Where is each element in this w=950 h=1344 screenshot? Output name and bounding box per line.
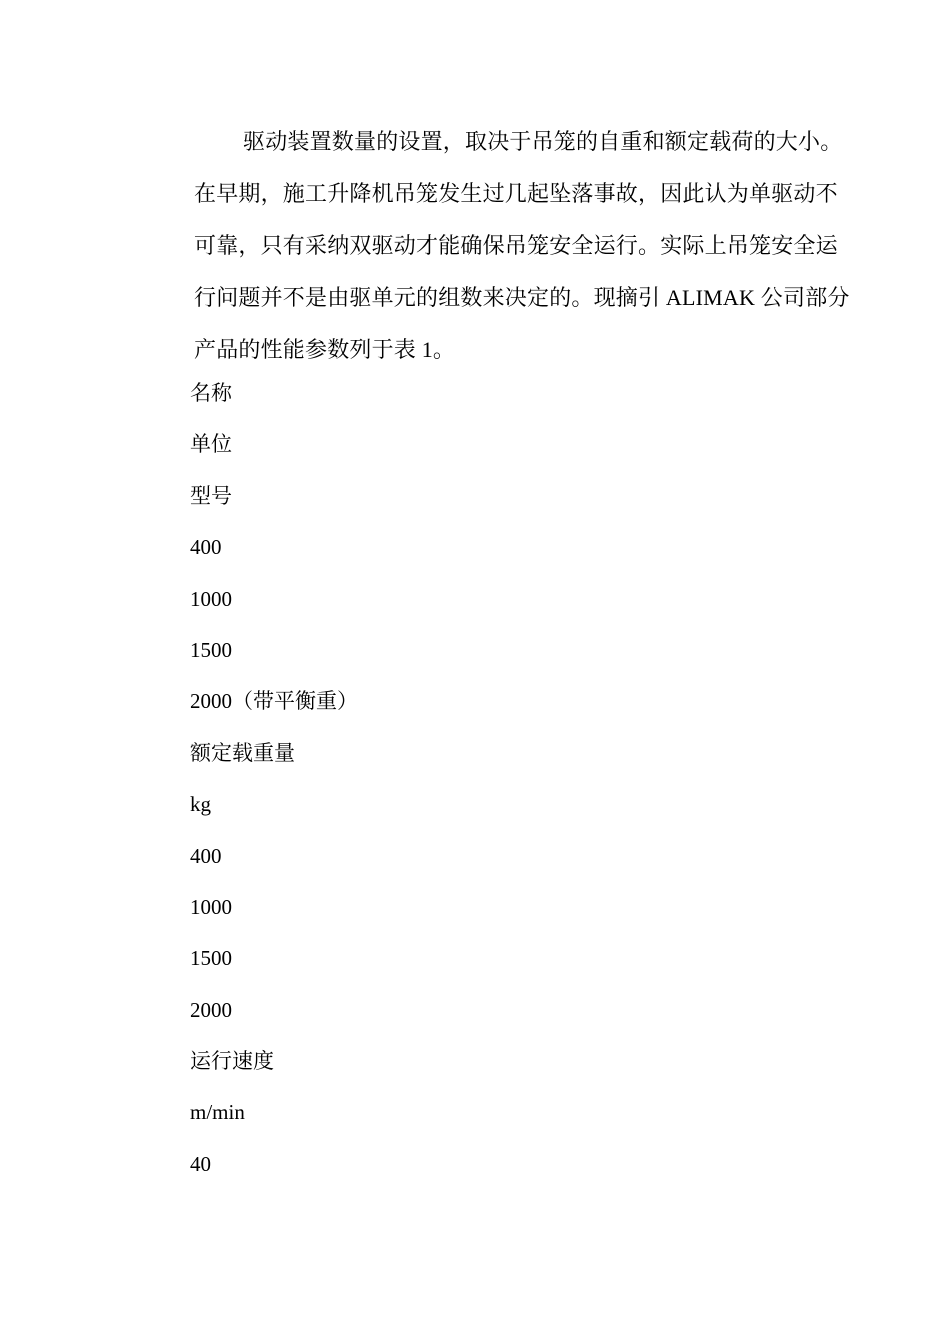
table-cell: 运行速度 — [190, 1049, 274, 1074]
table-cell: 1000 — [190, 894, 232, 919]
table-cell: 1500 — [190, 946, 232, 971]
table-cell-list — [190, 368, 358, 1190]
table-cell: 400 — [190, 535, 222, 560]
table-cell: m/min — [190, 1100, 245, 1125]
paragraph-line: 产品的性能参数列于表 1。 — [194, 337, 456, 362]
table-cell: 单位 — [190, 432, 232, 457]
paragraph-line: 行问题并不是由驱单元的组数来决定的。现摘引 ALIMAK 公司部分 — [194, 285, 850, 310]
paragraph-line: 在早期，施工升降机吊笼发生过几起坠落事故，因此认为单驱动不 — [194, 181, 838, 206]
table-cell: 2000（带平衡重） — [190, 689, 358, 714]
table-cell: 1000 — [190, 586, 232, 611]
table-cell: 型号 — [190, 483, 232, 508]
table-cell: 名称 — [190, 381, 232, 405]
paragraph-line: 驱动装置数量的设置，取决于吊笼的自重和额定载荷的大小。 — [243, 129, 843, 154]
table-cell: kg — [190, 792, 211, 817]
body-paragraph — [146, 116, 850, 376]
table-cell: 1500 — [190, 637, 232, 662]
table-cell: 2000 — [190, 997, 232, 1022]
table-cell: 40 — [190, 1151, 211, 1176]
paragraph-line: 可靠，只有采纳双驱动才能确保吊笼安全运行。实际上吊笼安全运 — [194, 233, 838, 258]
table-cell: 400 — [190, 843, 222, 868]
table-cell: 额定载重量 — [190, 740, 295, 765]
